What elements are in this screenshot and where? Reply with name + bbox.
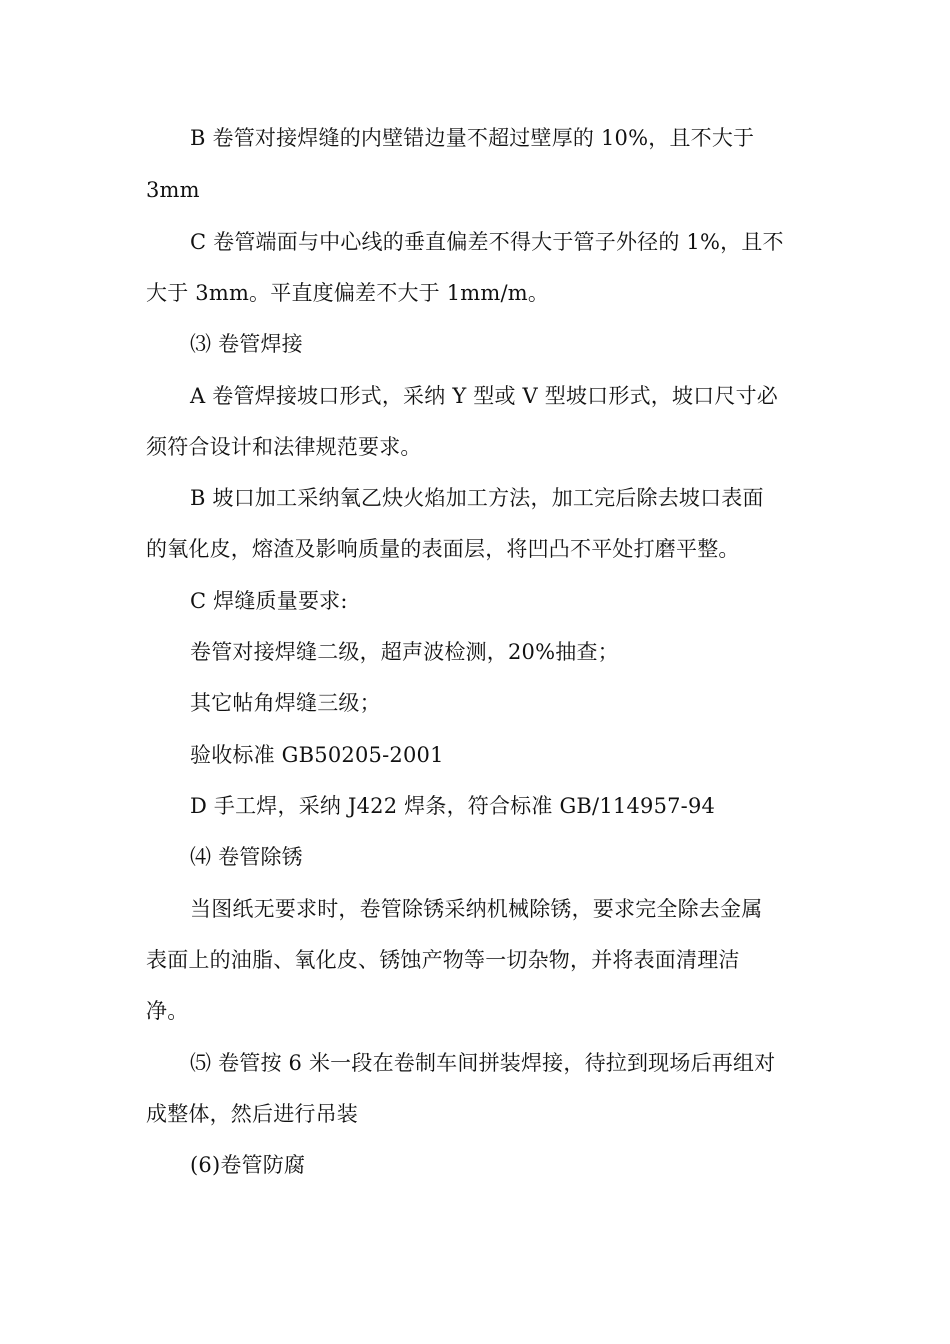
paragraph-line: D 手工焊，采纳 J422 焊条，符合标准 GB/114957-94 — [190, 794, 716, 818]
paragraph-line: 的氧化皮，熔渣及影响质量的表面层，将凹凸不平处打磨平整。 — [146, 537, 740, 561]
paragraph-line: C 卷管端面与中心线的垂直偏差不得大于管子外径的 1%，且不 — [190, 230, 784, 254]
paragraph-line: A 卷管焊接坡口形式，采纳 Y 型或 V 型坡口形式，坡口尺寸必 — [190, 384, 778, 408]
section-heading: (6)卷管防腐 — [190, 1153, 306, 1177]
paragraph-line: 成整体，然后进行吊装 — [146, 1102, 358, 1126]
paragraph-line: 验收标准 GB50205-2001 — [190, 743, 444, 767]
paragraph-line: 其它帖角焊缝三级； — [190, 691, 381, 715]
paragraph-line: 卷管对接焊缝二级，超声波检测，20%抽查； — [190, 640, 619, 664]
paragraph-line: 表面上的油脂、氧化皮、锈蚀产物等一切杂物，并将表面清理洁 — [146, 948, 740, 972]
paragraph-line: 当图纸无要求时，卷管除锈采纳机械除锈，要求完全除去金属 — [190, 897, 763, 921]
paragraph-line: ⑸ 卷管按 6 米一段在卷制车间拼装焊接，待拉到现场后再组对 — [190, 1051, 776, 1075]
paragraph-line: 3mm — [146, 178, 200, 202]
paragraph-line: B 卷管对接焊缝的内壁错边量不超过壁厚的 10%，且不大于 — [190, 126, 755, 150]
paragraph-line: B 坡口加工采纳氧乙炔火焰加工方法，加工完后除去坡口表面 — [190, 486, 764, 510]
paragraph-line: 大于 3mm。平直度偏差不大于 1mm/m。 — [146, 281, 550, 305]
section-heading: ⑶ 卷管焊接 — [190, 332, 303, 356]
paragraph-line: 净。 — [146, 999, 189, 1023]
section-heading: ⑷ 卷管除锈 — [190, 845, 303, 869]
paragraph-line: 须符合设计和法律规范要求。 — [146, 435, 422, 459]
paragraph-line: C 焊缝质量要求: — [190, 589, 348, 613]
